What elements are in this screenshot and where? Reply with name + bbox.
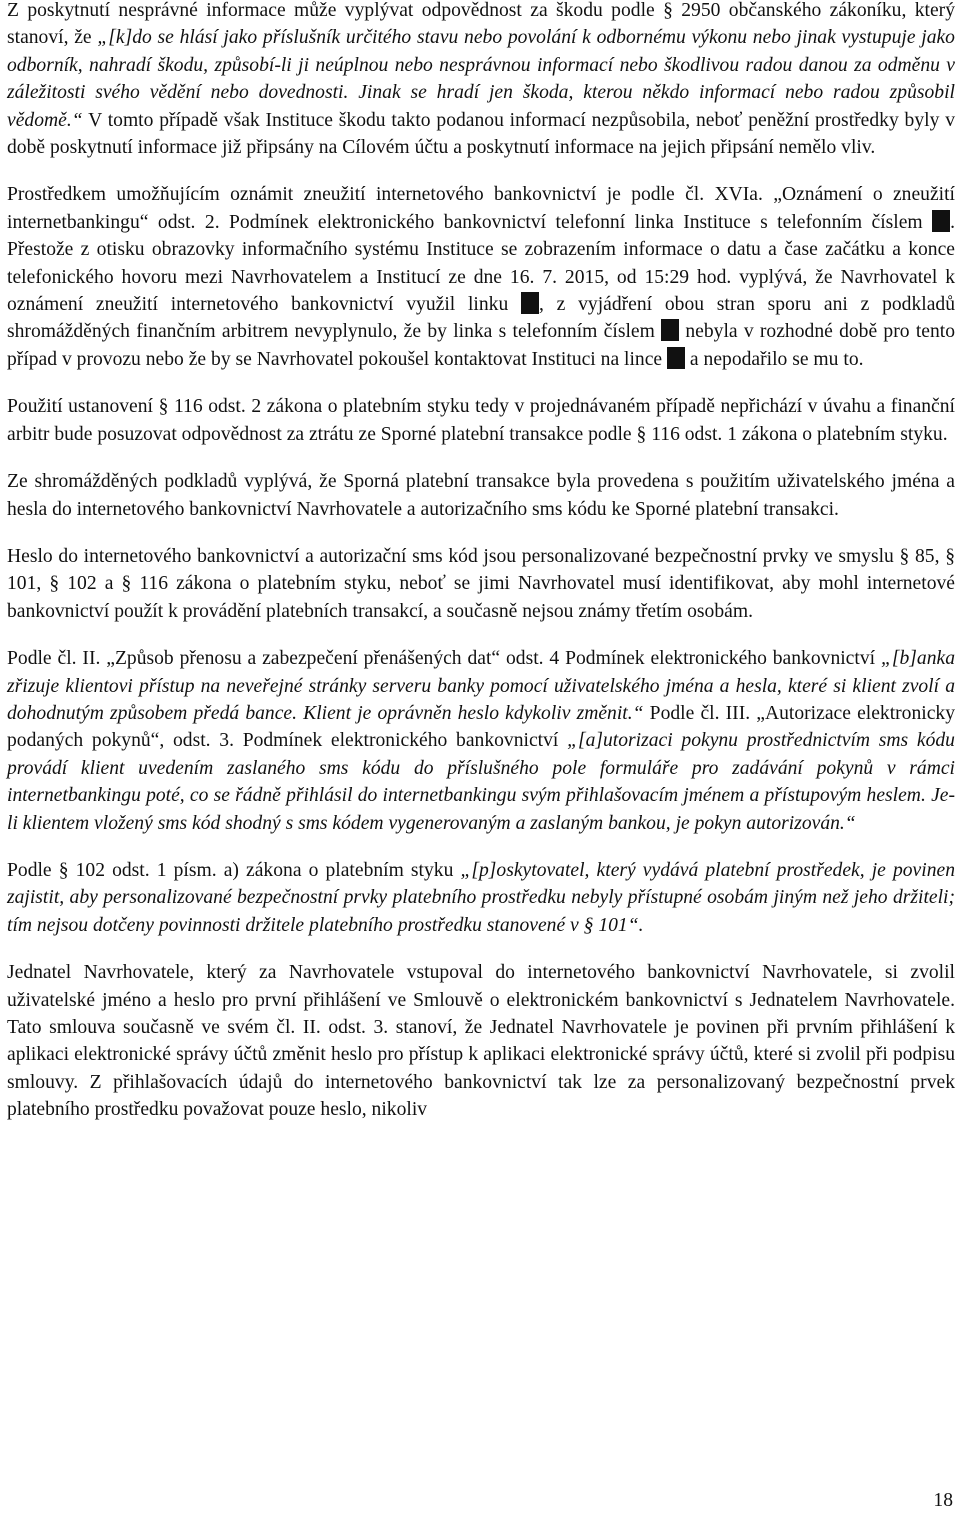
paragraph-security-elements	[7, 543, 955, 625]
body-text: a nepodařilo se mu to.	[685, 348, 864, 370]
paragraph-director-password	[7, 959, 955, 1123]
body-text: V tomto případě však Instituce škodu takto podanou informací nezpůsobila, neboť peněžní prostředky byly v době poskytnutí informace již připsány na Cílovém účtu a poskytnutí informace na jejich připsání nemělo vliv.	[7, 109, 955, 159]
document-body	[7, 0, 955, 1144]
redacted-phone-number	[667, 347, 685, 369]
redacted-phone-number	[521, 292, 539, 314]
quoted-text: „[b]anka zřizuje klientovi přístup na neveřejné stránky serveru banky pomocí uživatelského jména a hesla, které si klient zvolí a dohodnutým způsobem předá bance. Klient je oprávněn heslo kdykoliv změnit.“	[7, 648, 955, 724]
redacted-phone-number	[932, 210, 950, 232]
body-text: Z poskytnutí nesprávné informace může vyplývat odpovědnost za škodu podle § 2950 občanského zákoníku, který stanoví, že	[7, 0, 955, 49]
body-text: . Přestože z otisku obrazovky informačního systému Instituce se zobrazením informace o datu a čase začátku a konce telefonického hovoru mezi Navrhovatelem a Institucí ze dne 16. 7. 2015, od 15:29 hod. vyplývá, že Navrhovatel k oznámení zneužití internetového bankovnictví využil linku	[7, 211, 955, 316]
quoted-text: „[k]do se hlásí jako příslušník určitého stavu nebo povolání k odbornému výkonu nebo jinak vystupuje jako odborník, nahradí škodu, způsobí-li ji neúplnou nebo nesprávnou informací nebo škodlivou radou danou za odměnu v záležitosti svého vědění nebo dovednosti. Jinak se hradí jen škoda, kterou někdo informací nebo radou způsobil vědomě.“	[7, 27, 955, 131]
body-text: Jednatel Navrhovatele, který za Navrhovatele vstupoval do internetového bankovnictví Navrhovatele, si zvolil uživatelské jméno a heslo pro první přihlášení ve Smlouvě o elektronickém bankovnictví s Jednatelem Navrhovatele. Tato smlouva současně ve svém čl. II. odst. 3. stanoví, že Jednatel Navrhovatele je povinen při prvním přihlášení k aplikaci elektronické správy účtů změnit heslo pro přístup k aplikaci elektronické správy účtů, které si zvolil při podpisu smlouvy. Z přihlašovacích údajů do internetového bankovnictví tak lze za personalizovaný bezpečnostní prvek platebního prostředku považovat pouze heslo, nikoliv	[7, 962, 955, 1121]
body-text: Heslo do internetového bankovnictví a autorizační sms kód jsou personalizované bezpečnostní prvky ve smyslu § 85, § 101, § 102 a § 116 zákona o platebním styku, neboť se jimi Navrhovatel musí identifikovat, aby mohl internetové bankovnictví použít k provádění platebních transakcí, a současně nejsou známy třetím osobám.	[7, 545, 955, 622]
page-number: 18	[933, 1490, 953, 1511]
paragraph-transaction-evidence	[7, 468, 955, 523]
body-text: nebyla v rozhodné době pro tento případ v provozu nebo že by se Navrhovatel pokoušel kontaktovat Instituci na lince	[7, 321, 955, 370]
paragraph-section-116	[7, 393, 955, 448]
body-text: Podle § 102 odst. 1 písm. a) zákona o platebním styku	[7, 859, 461, 881]
paragraph-section-102	[7, 857, 955, 939]
paragraph-liability	[7, 0, 955, 161]
body-text: Podle čl. II. „Způsob přenosu a zabezpečení přenášených dat“ odst. 4 Podmínek elektronického bankovnictví	[7, 648, 881, 670]
body-text: Použití ustanovení § 116 odst. 2 zákona o platebním styku tedy v projednávaném případě nepřichází v úvahu a finanční arbitr bude posuzovat odpovědnost za ztrátu ze Sporné platební transakce podle § 116 odst. 1 zákona o platebním styku.	[7, 396, 955, 445]
body-text: Podle čl. III. „Autorizace elektronicky podaných pokynů“, odst. 3. Podmínek elektronického bankovnictví	[7, 702, 955, 752]
body-text: Ze shromážděných podkladů vyplývá, že Sporná platební transakce byla provedena s použitím uživatelského jména a hesla do internetového bankovnictví Navrhovatele a autorizačního sms kódu ke Sporné platební transakci.	[7, 471, 955, 520]
body-text: Prostředkem umožňujícím oznámit zneužití internetového bankovnictví je podle čl. XVIa. „Oznámení o zneužití internetbankingu“ odst. 2. Podmínek elektronického bankovnictví telefonní linka Instituce s telefonním číslem	[7, 184, 955, 233]
body-text: , z vyjádření obou stran sporu ani z podkladů shromážděných finančním arbitrem nevyplynulo, že by linka s telefonním číslem	[7, 294, 955, 343]
paragraph-abuse-reporting	[7, 181, 955, 373]
redacted-phone-number	[661, 319, 679, 341]
quoted-text: „[p]oskytovatel, který vydává platební prostředek, je povinen zajistit, aby personalizované bezpečnostní prvky platebního prostředku nebyly přístupné osobám jiným než jeho držiteli; tím nejsou dotčeny povinnosti držitele platebního prostředku stanovené v § 101“.	[7, 859, 955, 936]
quoted-text: „[a]utorizaci pokynu prostřednictvím sms kódu provádí klient uvedením zaslaného sms kódu do příslušného pole formuláře pro zadávání pokynů v rámci internetbankingu poté, co se řádně přihlásil do internetbankingu svým přihlašovacím jménem a přístupovým heslem. Je-li klientem vložený sms kód shodný s sms kódem vygenerovaným a zaslaným bankou, je pokyn autorizován.“	[7, 730, 955, 834]
paragraph-bank-conditions	[7, 645, 955, 837]
